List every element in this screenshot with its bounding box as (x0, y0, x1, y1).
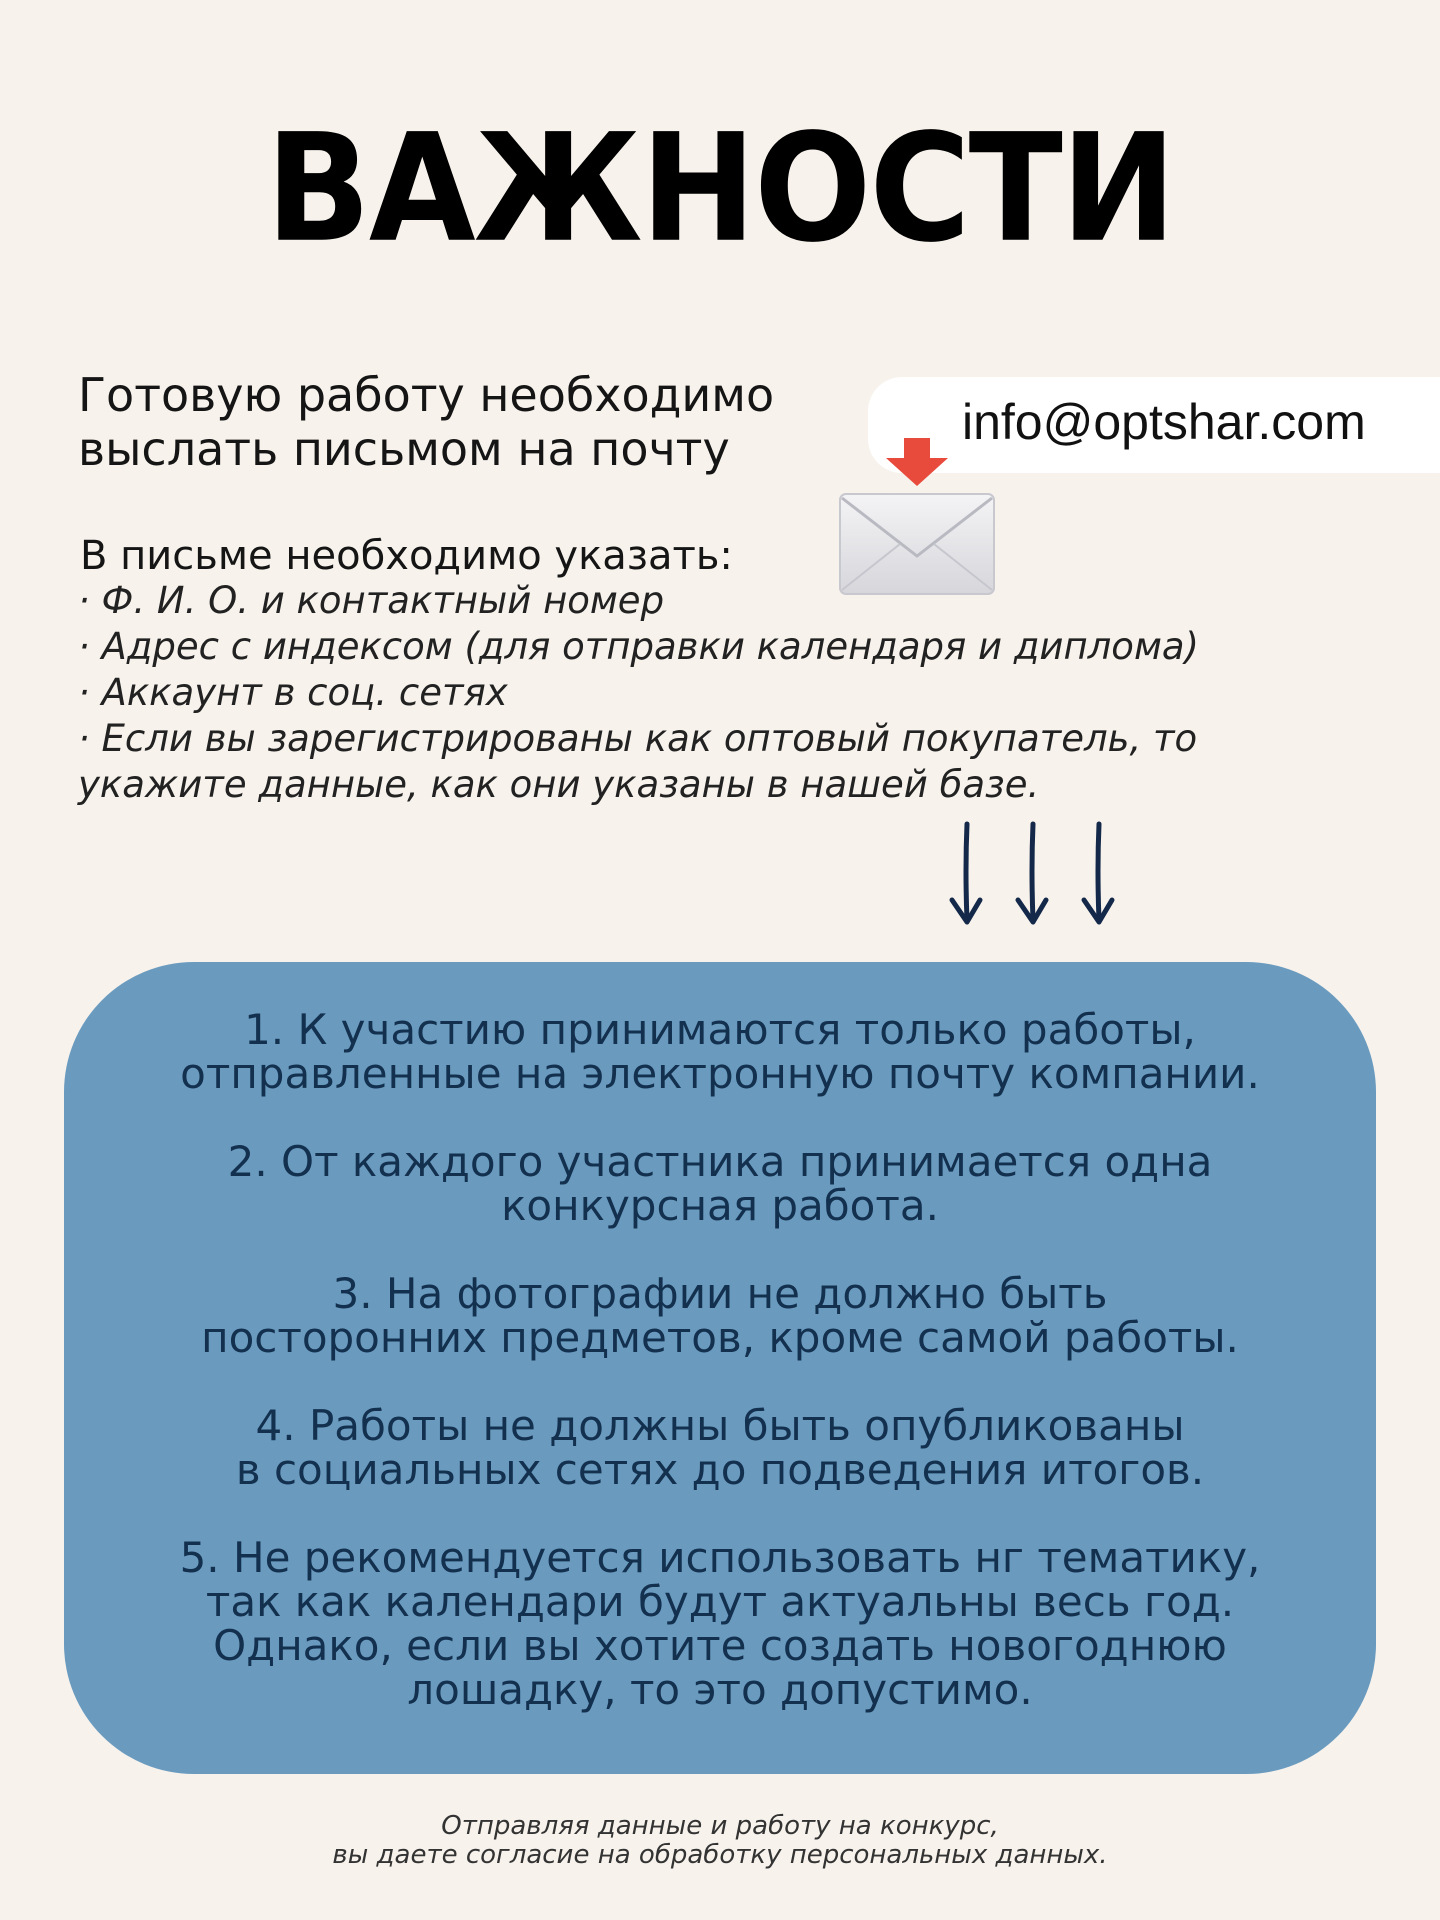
consent-footer (0, 1812, 1440, 1870)
page-title: ВАЖНОСТИ (265, 101, 1175, 276)
rule-line: 2. От каждого участника принимается одна (227, 1137, 1213, 1186)
intro-text (78, 368, 858, 476)
list-item: · Аккаунт в соц. сетях (78, 671, 508, 714)
rule-line: так как календари будут актуальны весь год. (205, 1577, 1235, 1626)
rule-line: 4. Работы не должны быть опубликованы (255, 1401, 1185, 1450)
rule-line: 3. На фотографии не должно быть (332, 1269, 1108, 1318)
down-arrows (940, 820, 1120, 930)
intro-line: Готовую работу необходимо (78, 368, 775, 422)
rule-line: 1. К участию принимаются только работы, (244, 1005, 1196, 1054)
list-item: укажите данные, как они указаны в нашей базе. (78, 763, 1040, 806)
rule-item (64, 1269, 1376, 1362)
rule-line: 5. Не рекомендуется использовать нг тематику, (179, 1533, 1261, 1582)
rule-item (64, 1401, 1376, 1494)
rule-line: конкурсная работа. (501, 1181, 939, 1230)
requirements-heading: В письме необходимо указать: (80, 533, 733, 579)
rule-item (64, 1005, 1376, 1098)
footer-line: Отправляя данные и работу на конкурс, (441, 1811, 999, 1841)
down-arrow-icon (1018, 824, 1046, 922)
down-arrow-icon (1084, 824, 1112, 922)
email-address[interactable]: info@optshar.com (962, 394, 1366, 450)
list-item: · Ф. И. О. и контактный номер (78, 579, 665, 622)
rules-list (64, 1005, 1376, 1756)
rule-item (64, 1137, 1376, 1230)
rule-line: Однако, если вы хотите создать новогоднюю (213, 1621, 1227, 1670)
rule-line: посторонних предметов, кроме самой работы. (201, 1313, 1239, 1362)
rule-line: лошадку, то это допустимо. (407, 1665, 1033, 1714)
rule-item (64, 1533, 1376, 1714)
list-item: · Адрес с индексом (для отправки календаря и диплома) (78, 625, 1199, 668)
list-item: · Если вы зарегистрированы как оптовый покупатель, то (78, 717, 1198, 760)
footer-line: вы даете согласие на обработку персональных данных. (332, 1840, 1108, 1870)
intro-line: выслать письмом на почту (78, 422, 730, 476)
rule-line: отправленные на электронную почту компании. (180, 1049, 1260, 1098)
rule-line: в социальных сетях до подведения итогов. (235, 1445, 1205, 1494)
requirements-list (78, 578, 1378, 808)
down-arrow-icon (952, 824, 980, 922)
